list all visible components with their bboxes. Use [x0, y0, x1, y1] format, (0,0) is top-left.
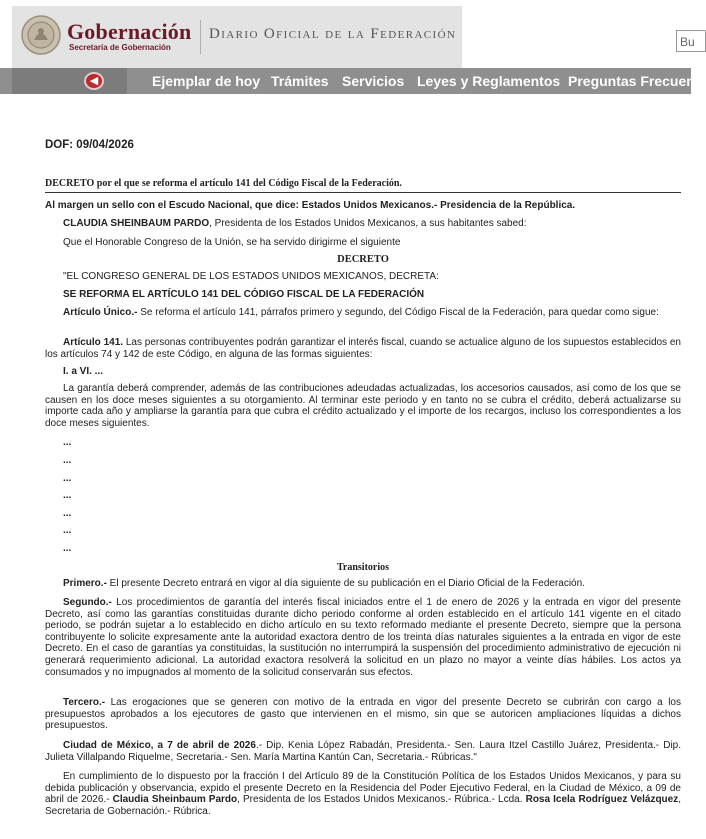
- decreto-heading: DECRETO: [337, 254, 389, 265]
- back-arrow-icon[interactable]: ◀: [84, 72, 104, 90]
- primero-text: El presente Decreto entrará en vigor al día siguiente de su publicación en el Diario Oficial de la Federación.: [106, 578, 585, 589]
- articulo-141: [45, 337, 681, 360]
- cumplimiento-president: Claudia Sheinbaum Pardo: [112, 794, 238, 806]
- brand-subtitle: Secretaría de Gobernación: [69, 43, 171, 52]
- garantia-paragraph: La garantía deberá comprender, además de las contribuciones adeudadas actualizadas, los accesorios causados, así como de los que se causen en los doce meses siguientes a su otorgamiento. Al terminar este periodo y en tanto no se cubra el crédito, deberá actualizarse su importe cada año y ampliarse la garantía para que cubra el crédito actualizado y el importe de los recargos, incluso los correspondientes a los doce meses siguientes.: [45, 383, 681, 429]
- ellipsis-5: ...: [63, 508, 72, 519]
- ellipsis-3: ...: [63, 473, 72, 484]
- cumplimiento-paragraph: [45, 771, 681, 817]
- transitorio-tercero: [45, 697, 681, 732]
- segundo-label: Segundo.-: [63, 597, 112, 608]
- articulo-unico-label: Artículo Único.-: [63, 307, 138, 318]
- ciudad-label: Ciudad de México, a 7 de abril de 2026: [63, 740, 256, 751]
- articulo-141-text: Las personas contribuyentes podrán garantizar el interés fiscal, cuando se actualice alguno de los supuestos establecidos en los artículos 74 y 142 de este Código, en alguna de las formas siguientes:: [45, 337, 681, 360]
- dof-title[interactable]: Diario Oficial de la Federación: [209, 26, 457, 42]
- publication-date: DOF: 09/04/2026: [45, 139, 134, 151]
- transitorio-primero: [45, 578, 681, 590]
- mexico-seal-icon[interactable]: [20, 14, 62, 56]
- tercero-text: Las erogaciones que se generen con motivo de la entrada en vigor del presente Decreto se cubrirán con cargo a los presupuestos aprobados a los ejecutores de gasto que intervienen en el mismo, sin que se autoricen ampliaciones líquidas a dichos presupuestos.: [45, 697, 681, 732]
- ellipsis-6: ...: [63, 525, 72, 536]
- president-text: , Presidenta de los Estados Unidos Mexicanos, a sus habitantes sabed:: [209, 218, 527, 229]
- nav-home-area: [12, 68, 127, 94]
- ciudad-text: .- Dip. Kenia López Rabadán, Presidenta.- Sen. Laura Itzel Castillo Juárez, Presidenta.- Dip. Julieta Villalpando Riquelme, Secretaria.- Sen. María Martina Kantún Can, Secretaria.- Rúbricas.": [45, 740, 682, 763]
- fractions: I. a VI. ...: [63, 366, 104, 377]
- articulo-unico: [45, 307, 681, 319]
- congress-decrees: "EL CONGRESO GENERAL DE LOS ESTADOS UNIDOS MEXICANOS, DECRETA:: [63, 271, 439, 282]
- ciudad-firmas: [45, 740, 681, 763]
- nav-ejemplar-de-hoy[interactable]: Ejemplar de hoy: [152, 73, 261, 89]
- cumplimiento-text-b: , Presidenta de los Estados Unidos Mexicanos.- Rúbrica.- Lcda.: [237, 794, 526, 806]
- segundo-text: Los procedimientos de garantía del interés fiscal iniciados entre el 1 de enero de 2026 y la entrada en vigor del presente Decreto, así como las garantías constituidas durante dicho periodo conforme al orden establecido en el artículo 141 vigente en el citado periodo, se podrán sujetar a lo establecido en dicho artículo en su texto reformado mediante el presente Decreto, siempre que la persona contribuyente lo solicite expresamente ante la autoridad exactora dentro de los treinta días naturales siguientes a la entrada en vigor de este Decreto. En el caso de garantías ya constituidas, la sustitución no interrumpirá la suspensión del procedimiento administrativo de ejecución ni generará requerimiento adicional. La autoridad exactora resolverá la solicitud en un plazo no mayor a veinte días hábiles. Los actos ya consumados y no impugnados al momento de la solicitud conservarán sus efectos.: [45, 597, 681, 678]
- decree-title: DECRETO por el que se reforma el artículo 141 del Código Fiscal de la Federación.: [45, 178, 681, 193]
- ellipsis-7: ...: [63, 543, 72, 554]
- president-line: [63, 218, 681, 230]
- main-nav: [0, 68, 700, 94]
- ellipsis-1: ...: [63, 437, 72, 448]
- ellipsis-4: ...: [63, 490, 72, 501]
- transitorio-segundo: [45, 597, 681, 678]
- nav-leyes-y-reglamentos[interactable]: Leyes y Reglamentos: [417, 73, 561, 89]
- nav-tramites[interactable]: Trámites: [271, 73, 329, 89]
- search-input[interactable]: Bu: [676, 30, 706, 52]
- header-divider: [200, 20, 201, 54]
- nav-preguntas-frecuentes[interactable]: Preguntas Frecuent: [568, 73, 700, 89]
- articulo-unico-text: Se reforma el artículo 141, párrafos primero y segundo, del Código Fiscal de la Federación, para quedar como sigue:: [137, 307, 659, 318]
- transitorios-heading: Transitorios: [336, 562, 390, 573]
- reform-heading: SE REFORMA EL ARTÍCULO 141 DEL CÓDIGO FISCAL DE LA FEDERACIÓN: [63, 289, 425, 300]
- site-header: [0, 0, 695, 68]
- cumplimiento-text-a: En cumplimiento de lo dispuesto por la fracción I del Artículo 89 de la Constitución Política de los Estados Unidos Mexicanos, y para su debida publicación y observancia, expido el presente Decreto en la Residencia del Poder Ejecutivo Federal, en la Ciudad de México, a 09 de abril de 2026.-: [45, 771, 681, 806]
- cumplimiento-secretary: Rosa Icela Rodríguez Velázquez: [525, 794, 679, 806]
- cumplimiento-text-c: , Secretaria de Gobernación.- Rúbrica.: [45, 794, 681, 817]
- tercero-label: Tercero.-: [63, 697, 106, 708]
- ellipsis-2: ...: [63, 455, 72, 466]
- congress-line: Que el Honorable Congreso de la Unión, se ha servido dirigirme el siguiente: [63, 237, 401, 248]
- primero-label: Primero.-: [63, 578, 107, 589]
- brand-title[interactable]: Gobernación: [67, 19, 192, 44]
- nav-servicios[interactable]: Servicios: [342, 73, 405, 89]
- articulo-141-label: Artículo 141.: [63, 337, 124, 348]
- president-name: CLAUDIA SHEINBAUM PARDO: [63, 218, 210, 229]
- margin-note: Al margen un sello con el Escudo Nacional, que dice: Estados Unidos Mexicanos.- Presidencia de la República.: [45, 200, 576, 211]
